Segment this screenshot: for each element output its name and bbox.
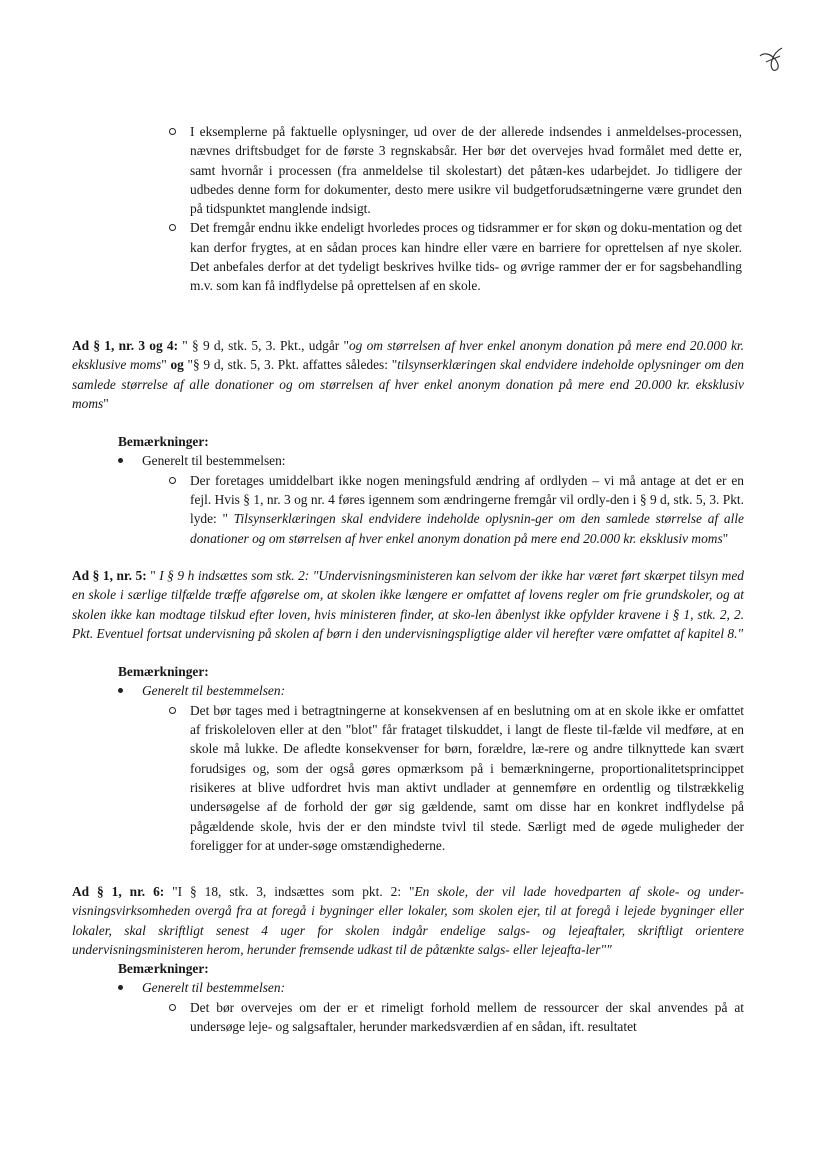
list-item: Det bør tages med i betragtningerne at konsekvensen af en beslutning om at en skole ikke er omfattet af friskoleloven eller at den "blot" får frataget tilskuddet, i langt de fleste til-fælde vil medføre, at en skole må lukke. De afledte konsekvenser for børn, forældre, læ-rere og andre tilknyttede kan svært forudsiges og, som der også gøres opmærksom på i bemærkningerne, proportionalitetsprincippet risikeres at blive udfordret hvis man aktivt undlader at gennemføre en ordentlig og tilstrækkelig undersøgelse af de forhold der gør sig gældende, samt om disse har en konkret indflydelse på pågældende skole, hvis der er den mindste tvivl til stede. Særligt med de øgede muligheder der foreligger for at under-søge omstændighederne. bbox=[190, 701, 744, 855]
amendment-paragraph bbox=[72, 336, 744, 413]
section-heading: Ad § 1, nr. 6: bbox=[72, 884, 165, 899]
amendment-paragraph bbox=[72, 882, 744, 959]
list-item bbox=[190, 471, 744, 548]
section-nr-6 bbox=[72, 882, 744, 1036]
text-run: Der foretages umiddelbart ikke nogen meningsfuld ændring af ordlyden – vi må antage at det er en fejl. Hvis § 1, nr. 3 og nr. 4 føres igennem som ændringerne fremgår vil ordly-den i § 9 d, stk. 5, 3. Pkt. lyde: " bbox=[190, 472, 744, 527]
top-bullet-list bbox=[190, 122, 742, 296]
section-heading: Ad § 1, nr. 3 og 4: bbox=[72, 338, 179, 353]
quoted-text: tilsynserklæringen skal endvidere indeholde oplysninger om den samlede størrelse af alle donationer og om størrelsen af hver enkel anonym donation på mere end 20.000 kr. eksklusiv moms bbox=[72, 357, 744, 411]
quoted-text: I § 9 h indsættes som stk. 2: "Undervisningsministeren kan selvom der ikke har været ført skærpet tilsyn med en skole i særlige tilfælde træffe afgørelse om, at skolen ikke længere er omfattet af lovens regler om frie grundskoler, og at skolen ikke kan modtage tilskud efter loven, hvis ministeren finder, at sko-len åbenlyst ikke opfylder kravene i § 1, stk. 2, 2. Pkt. Eventuel fortsat undervisning på skolen af børn i den undervisningspligtige alder vil herefter være omfattet af kapitel 8." bbox=[72, 568, 744, 641]
remarks-heading: Bemærkninger: bbox=[118, 961, 209, 977]
text-run: "§ 9 d, stk. 5, 3. Pkt. affattes således: " bbox=[183, 357, 398, 373]
section-nr-3-og-4 bbox=[72, 336, 744, 548]
list-item: I eksemplerne på faktuelle oplysninger, ud over de der allerede indsendes i anmeldelses-processen, nævnes driftsbudget for de første 3 regnskabsår. Her bør det overvejes hvad formålet med dette er, samt hvornår i processen (fra anmeldelse til skolestart) det påtæn-kes udarbejdet. Jo tidligere der udbedes denne form for dokumenter, desto mere usikre vil budgetforudsætningerne være grundet den på tidspunktet manglende indsigt. bbox=[190, 122, 742, 218]
text-run: " § 9 d, stk. 5, 3. Pkt., udgår " bbox=[178, 338, 349, 353]
section-nr-5 bbox=[72, 566, 744, 855]
text-run: " bbox=[146, 568, 160, 583]
quoted-text: En skole, der vil lade hovedparten af skole- og under-visningsvirksomheden overgå fra at foregå i bygninger eller lokaler, som skolen ejer, til at foregå i lejede bygninger eller lokaler, skal skriftligt senest 4 uger for skolen indgår endelige salgs- og lejeaftaler, skriftligt orientere undervisningsministeren herom, herunder fremsende udkast til de påtænkte salgs- eller lejeafta-ler"" bbox=[72, 884, 744, 957]
sub-list bbox=[190, 701, 744, 855]
text-run: " bbox=[722, 530, 729, 546]
bullet-item: Generelt til bestemmelsen: bbox=[142, 451, 744, 470]
text-run: " bbox=[161, 357, 171, 373]
bullet-item: Generelt til bestemmelsen: bbox=[142, 978, 744, 997]
sub-list bbox=[190, 998, 744, 1037]
remarks-heading: Bemærkninger: bbox=[118, 664, 209, 680]
bullet-item: Generelt til bestemmelsen: bbox=[142, 681, 744, 700]
section-heading: Ad § 1, nr. 5: bbox=[72, 568, 147, 583]
amendment-paragraph bbox=[72, 566, 744, 643]
text-run: og bbox=[170, 357, 184, 373]
list-item: Det bør overvejes om der er et rimeligt forhold mellem de ressourcer der skal anvendes på at undersøge leje- og salgsaftaler, herunder markedsværdien af en sådan, ift. resultatet bbox=[190, 998, 744, 1037]
quoted-text: Tilsynserklæringen skal endvidere indeholde oplysnin-ger om den samlede størrelse af alle donationer og om størrelsen af hver enkel anonym donation på mere end 20.000 kr. eksklusiv moms bbox=[190, 511, 744, 546]
remarks-heading: Bemærkninger: bbox=[118, 434, 209, 450]
sub-list bbox=[190, 471, 744, 548]
text-run: " bbox=[103, 395, 109, 411]
quoted-text: og om størrelsen af hver enkel anonym donation på mere end 20.000 kr. eksklusive moms bbox=[72, 338, 744, 373]
list-item: Det fremgår endnu ikke endeligt hvorledes proces og tidsrammer er for skøn og doku-mentation og det kan derfor frygtes, at en sådan proces kan hindre eller være en barriere for oprettelsen af nye skoler. Det anbefales derfor at det tydeligt beskrives hvilke tids- og øvrige rammer der er for sagsbehandling m.v. som kan få indflydelse på oprettelsen af en skole. bbox=[190, 218, 742, 295]
handwritten-mark-icon bbox=[756, 44, 786, 74]
text-run: "I § 18, stk. 3, indsættes som pkt. 2: " bbox=[164, 884, 415, 899]
